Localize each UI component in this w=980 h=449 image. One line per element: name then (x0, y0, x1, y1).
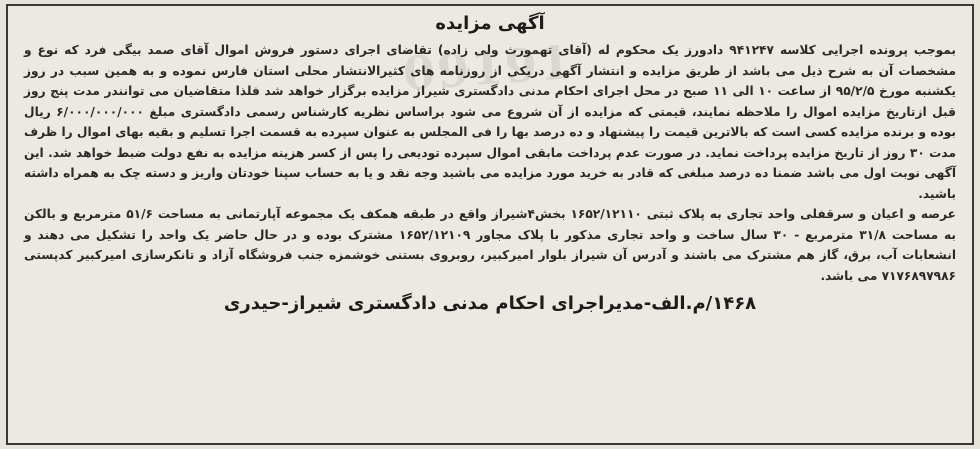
auction-notice-box (6, 4, 974, 445)
watermark-stamp: 09191 (401, 35, 575, 101)
notice-paragraph-property: عرصه و اعیان و سرقفلی واحد تجاری به پلاک ثبتی ۱۶۵۲/۱۲۱۱۰ بخش۴شیراز واقع در طبقه همکف یک مجموعه آپارتمانی به مساحت ۵۱/۶ مترمربع و بالکن به مساحت ۳۱/۸ مترمربع - ۳۰ سال ساخت و واحد تجاری مذکور با پلاک مجاور ۱۶۵۲/۱۲۱۰۹ مشترک بوده و در حال حاضر یک واحد را تشکیل می دهند و انشعابات آب، برق، گاز هم مشترک می باشند و آدرس آن شیراز بلوار امیرکبیر، روبروی بستنی خوشمزه جنب فروشگاه آزاد و تانکرسازی امیرکبیر کدپستی ۷۱۷۶۸۹۷۹۸۶ می باشد. (24, 207, 956, 283)
notice-signature: ۱۴۶۸/م.الف-مدیراجرای احکام مدنی دادگستری شیراز-حیدری (223, 293, 757, 314)
notice-paragraph-main: بموجب پرونده اجرایی کلاسه ۹۴۱۲۴۷ دادورز یک محکوم له (آقای تهمورث ولی زاده) تقاضای اجرای دستور فروش اموال آقای صمد بیگی فرد که نوع و مشخصات آن به شرح ذیل می باشد از طریق مزایده و انتشار آگهی دریکی از روزنامه های کثیرالانتشار محلی استان فارس نموده و به همین سبب در روز یکشنبه مورخ ۹۵/۲/۵ از ساعت ۱۰ الی ۱۱ صبح در محل اجرای احکام مدنی دادگستری شیراز مزایده برگزار خواهد شد فلذا متقاضیان می توانندر مدت پنج روز قبل ازتاریخ مزایده اموال را ملاحظه نمایند، قیمتی که مزایده از آن شروع می شود براساس نظریه کارشناس رسمی دادگستری مبلغ ۶/۰۰۰/۰۰۰/۰۰۰ ریال بوده و برنده مزایده کسی است که بالاترین قیمت را پیشنهاد و ده درصد بها را فی المجلس به عنوان سپرده به قسمت اجرا تسلیم و بقیه بهای اموال را ظرف مدت ۳۰ روز از تاریخ مزایده پرداخت نماید. در صورت عدم پرداخت مابقی اموال سپرده تودیعی را پس از کسر هزینه مزایده به نفع دولت ضبط خواهد شد. این آگهی نوبت اول می باشد ضمنا ده درصد مبلغی که قادر به خرید مورد مزایده می باشید وجه نقد و یا به حساب سپنا خودتان واریز و دسته چک به همراه داشته باشید. (24, 43, 957, 201)
notice-title: آگهی مزایده (435, 13, 545, 34)
